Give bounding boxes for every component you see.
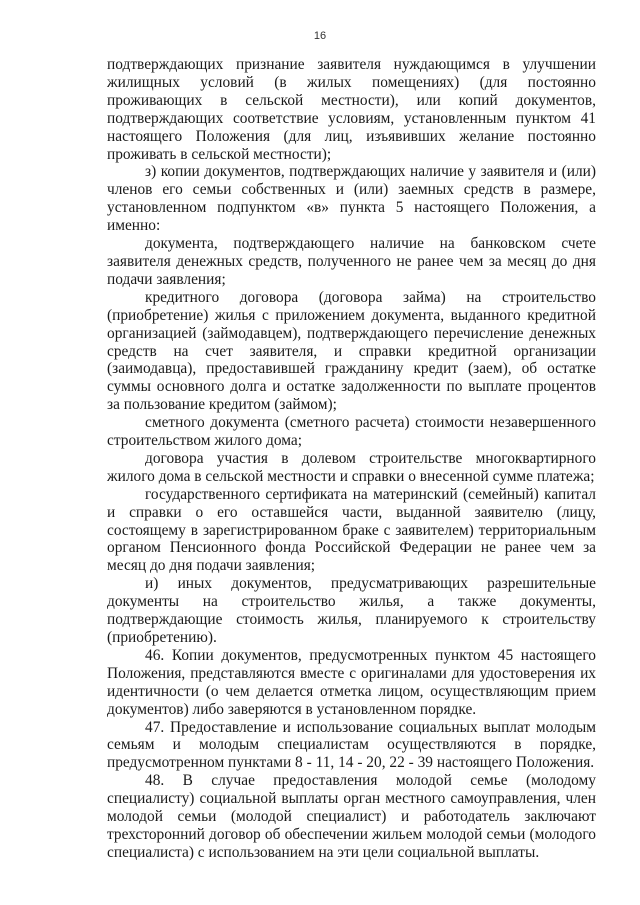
paragraph-item-i: и) иных документов, предусматривающих разрешительные документы на строительство жилья, а также документы, подтверждающие стоимость жилья, планируемого к строительству (приобретению). — [107, 575, 596, 646]
paragraph-shared-construction: договора участия в долевом строительстве многоквартирного жилого дома в сельской местности и справки о внесенной сумме платежа; — [107, 449, 596, 485]
page-number: 16 — [313, 30, 327, 42]
paragraph-credit-agreement: кредитного договора (договора займа) на строительство (приобретение) жилья с приложением документа, выданного кредитной организацией (займодавцем), подтверждающего перечисление денежных средств на счет заявителя, и справки кредитной организации (заимодавца), предоставившей гражданину кредит (заем), об остатке суммы основного долга и остатке задолженности по выплате процентов за пользование кредитом (займом); — [107, 288, 596, 414]
paragraph-continuation: подтверждающих признание заявителя нуждающимся в улучшении жилищных условий (в жилых помещениях) (для постоянно проживающих в сельской местности), или копий документов, подтверждающих соответствие условиям, установленным пунктом 41 настоящего Положения (для лиц, изъявивших желание постоянно проживать в сельской местности); — [107, 56, 596, 163]
paragraph-47: 47. Предоставление и использование социальных выплат молодым семьям и молодым специалистам осуществляются в порядке, предусмотренном пунктами 8 - 11, 14 - 20, 22 - 39 настоящего Положения. — [107, 718, 596, 772]
document-body — [107, 56, 596, 862]
paragraph-item-z: з) копии документов, подтверждающих наличие у заявителя и (или) членов его семьи собственных и (или) заемных средств в размере, установленном подпунктом «в» пункта 5 настоящего Положения, а именно: — [107, 163, 596, 235]
paragraph-46: 46. Копии документов, предусмотренных пунктом 45 настоящего Положения, представляются вместе с оригиналами для удостоверения их идентичности (о чем делается отметка лицом, осуществляющим прием документов) либо заверяются в установленном порядке. — [107, 646, 596, 718]
paragraph-48: 48. В случае предоставления молодой семье (молодому специалисту) социальной выплаты орган местного самоуправления, член молодой семьи (молодой специалист) и работодатель заключают трехсторонний договор об обеспечении жильем молодой семьи (молодого специалиста) с использованием на эти цели социальной выплаты. — [107, 772, 596, 861]
paragraph-maternity-capital: государственного сертификата на материнский (семейный) капитал и справки о его оставшейся части, выданной заявителю (лицу, состоящему в зарегистрированном браке с заявителем) территориальным органом Пенсионного фонда Российской Федерации не ранее чем за месяц до дня подачи заявления; — [107, 485, 596, 575]
paragraph-bank-account-document: документа, подтверждающего наличие на банковском счете заявителя денежных средств, полученного не ранее чем за месяц до дня подачи заявления; — [107, 235, 596, 288]
paragraph-estimate-document: сметного документа (сметного расчета) стоимости незавершенного строительством жилого дома; — [107, 414, 596, 450]
